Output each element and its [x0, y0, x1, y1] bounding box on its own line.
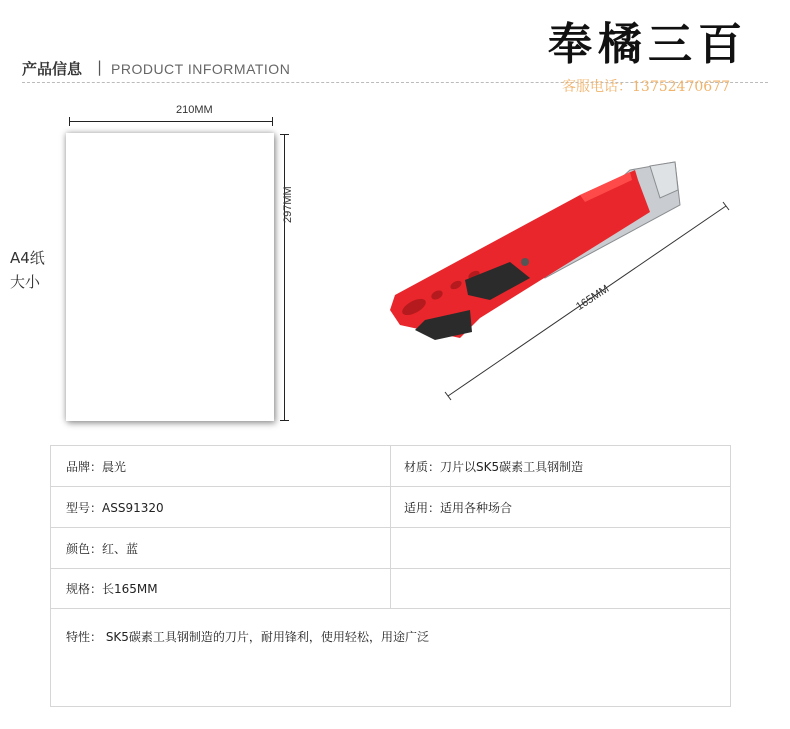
spec-cell-empty: [391, 569, 730, 608]
table-row: [51, 446, 730, 487]
section-title: 产品信息: [22, 60, 83, 78]
title-separator: |: [97, 58, 103, 76]
brand-logo: 奉橘三百: [548, 19, 748, 70]
spec-cell-color: 颜色：红、蓝: [51, 528, 391, 568]
knife-length-label: 165MM: [574, 283, 612, 314]
spec-cell-empty: [391, 528, 730, 568]
spec-cell-model: 型号：ASS91320: [51, 487, 391, 527]
section-subtitle: PRODUCT INFORMATION: [111, 61, 291, 77]
utility-knife-image: [380, 150, 730, 410]
spec-cell-brand: 品牌：晨光: [51, 446, 391, 486]
a4-caption-line2: 大小: [10, 273, 41, 291]
spec-feature-text: 特性： SK5碳素工具钢制造的刀片，耐用锋利，使用轻松，用途广泛: [66, 630, 429, 644]
service-phone: 客服电话：13752470677: [562, 79, 730, 95]
spec-cell-material: 材质：刀片以SK5碳素工具钢制造: [404, 459, 584, 474]
table-row: [51, 487, 730, 528]
paper-height-label: 297MM: [282, 186, 294, 223]
paper-width-label: 210MM: [176, 104, 213, 116]
spec-table: [50, 445, 731, 707]
spec-cell-size: 规格：长165MM: [51, 569, 391, 608]
paper-height-dimension-line: [284, 134, 285, 421]
table-row: [51, 569, 730, 609]
a4-caption-line1: A4纸: [10, 249, 45, 267]
a4-paper-sheet: [66, 133, 274, 421]
spec-cell-usage: 适用：适用各种场合: [404, 500, 513, 515]
table-row: [51, 528, 730, 569]
a4-caption: [10, 246, 45, 294]
paper-width-dimension-line: [69, 121, 273, 122]
